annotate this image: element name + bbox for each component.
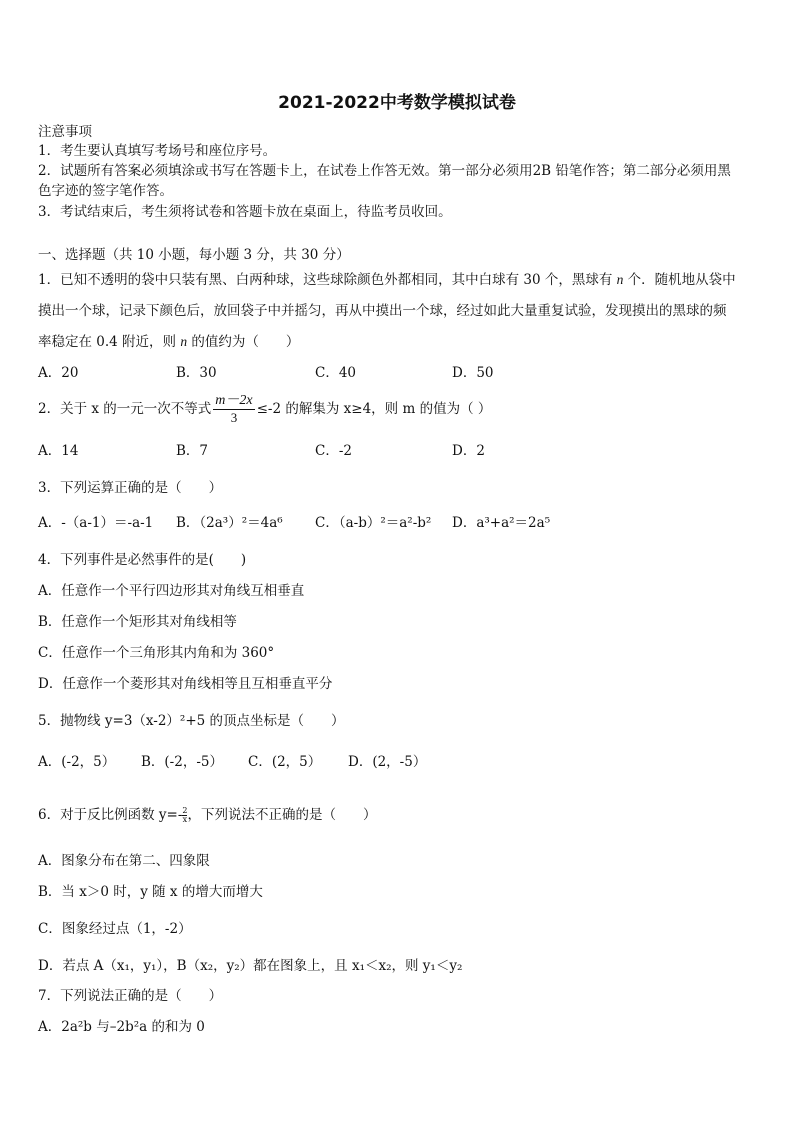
notice-item-2-cont: 色字迹的签字笔作答。	[38, 183, 173, 199]
notice-item-1: 1．考生要认真填写考场号和座位序号。	[38, 143, 277, 159]
q5-option-a: A．(-2，5）	[38, 754, 116, 770]
q3-option-a: A．-（a-1）＝-a-1	[38, 515, 154, 531]
q3-option-d: D．a³+a²＝2a⁵	[452, 515, 551, 531]
q7-stem: 7．下列说法正确的是（ ）	[38, 988, 223, 1004]
q5-option-d: D．(2，-5）	[348, 754, 427, 770]
q3-option-b: B．（2a³）²＝4a⁶	[176, 515, 283, 531]
q1-line-3: 率稳定在 0.4 附近，则 n 的值约为（ ）	[38, 334, 300, 350]
q1-var-n: n	[616, 272, 624, 287]
notice-item-2: 2．试题所有答案必须填涂或书写在答题卡上，在试卷上作答无效。第一部分必须用2B 铅笔作答；第二部分必须用黑	[38, 163, 731, 179]
q4-option-c: C．任意作一个三角形其内角和为 360°	[38, 645, 275, 661]
q1-option-b: B．30	[176, 365, 217, 381]
q6-option-b: B．当 x＞0 时，y 随 x 的增大而增大	[38, 884, 263, 900]
q4-stem: 4．下列事件是必然事件的是( )	[38, 552, 247, 568]
q2-stem: 2．关于 x 的一元一次不等式 $\frac{m-2x}{3}$ ≤-2 的解集为 x≥4，则 m 的值为（ ）	[38, 393, 492, 425]
notice-item-3: 3．考试结束后，考生须将试卷和答题卡放在桌面上，待监考员收回。	[38, 204, 452, 220]
q7-option-a: A．2a²b 与–2b²a 的和为 0	[38, 1019, 205, 1035]
q6-stem: 6．对于反比例函数 y=- $\frac{2}{x}$ ，下列说法不正确的是（ ）	[38, 806, 377, 824]
q1-line-1: 1．已知不透明的袋中只装有黑、白两种球，这些球除颜色外都相同，其中白球有 30 个，黑球有 n 个．随机地从袋中	[38, 272, 736, 288]
q3-stem: 3．下列运算正确的是（ ）	[38, 480, 223, 496]
q5-stem: 5．抛物线 y=3（x-2）²+5 的顶点坐标是（ ）	[38, 713, 345, 729]
q6-option-a: A．图象分布在第二、四象限	[38, 853, 210, 869]
q2-option-c: C．-2	[315, 443, 352, 459]
notice-heading: 注意事项	[38, 124, 92, 140]
q6-option-c: C．图象经过点（1，-2）	[38, 921, 192, 937]
q4-option-a: A．任意作一个平行四边形其对角线互相垂直	[38, 583, 305, 599]
q1-line-2: 摸出一个球，记录下颜色后，放回袋子中并摇匀，再从中摸出一个球，经过如此大量重复试验，发现摸出的黑球的频	[38, 303, 727, 319]
q1-option-c: C．40	[315, 365, 357, 381]
q4-option-b: B．任意作一个矩形其对角线相等	[38, 614, 237, 630]
q2-option-d: D．2	[452, 443, 485, 459]
q6-option-d: D．若点 A（x₁，y₁），B（x₂，y₂）都在图象上，且 x₁＜x₂，则 y₁＜y₂	[38, 958, 463, 974]
q4-option-d: D．任意作一个菱形其对角线相等且互相垂直平分	[38, 676, 333, 692]
q2-fraction: $\frac{m-2x}{3}$	[215, 393, 253, 425]
section-heading: 一、选择题（共 10 小题，每小题 3 分，共 30 分）	[38, 247, 350, 263]
q5-option-c: C．(2，5）	[248, 754, 322, 770]
q1-var-n-2: n	[180, 334, 188, 349]
q1-option-a: A．20	[38, 365, 79, 381]
q5-option-b: B．(-2，-5）	[141, 754, 223, 770]
q2-option-a: A．14	[38, 443, 79, 459]
q2-option-b: B．7	[176, 443, 209, 459]
page-title: 2021-2022中考数学模拟试卷	[278, 93, 516, 113]
q3-option-c: C．（a-b）²＝a²-b²	[315, 515, 432, 531]
q6-fraction: $\frac{2}{x}$	[182, 806, 188, 824]
q1-option-d: D．50	[452, 365, 494, 381]
